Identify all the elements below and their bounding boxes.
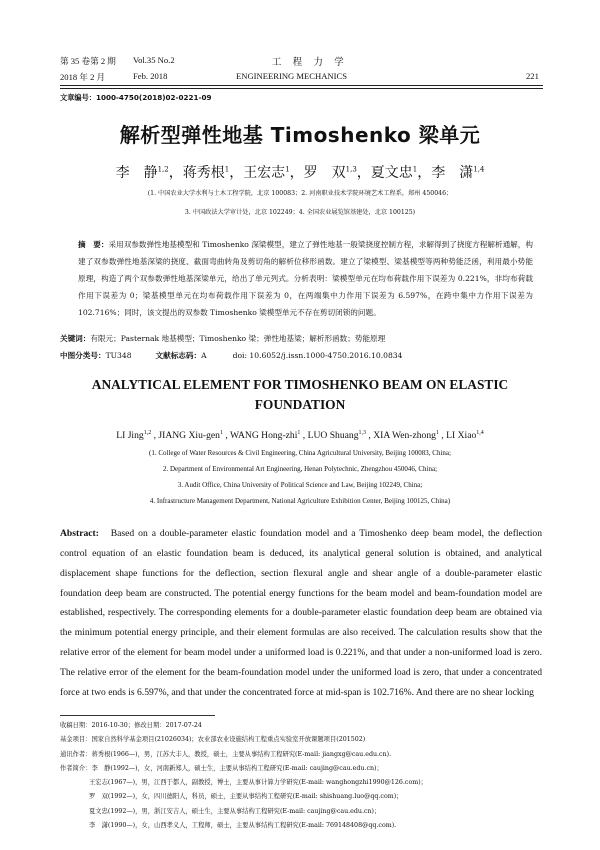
footnote-line (60, 776, 545, 790)
cn-author-separator: ， (289, 165, 304, 181)
cn-author-sup: 1 (412, 165, 418, 174)
footnote-text: 李 静(1992—)，女，河南新郑人，硕士生，主要从事结构工程研究(E-mail: caujing@cau.edu.cn)； (91, 764, 383, 772)
header-journal-cn: 工 程 力 学 (272, 58, 345, 68)
cn-author-separator: ， (229, 165, 244, 181)
cn-author-sup: 1 (285, 165, 290, 174)
en-author-name: LUO Shuang (307, 430, 359, 442)
en-author-name: XIA Wen-zhong (373, 430, 436, 442)
en-author-separator: , (366, 430, 374, 442)
footnote-label: 作者简介： (60, 764, 92, 772)
cn-author-separator: ， (356, 165, 371, 181)
cn-author-sup: 1,2 (157, 165, 169, 174)
footnotes (60, 719, 545, 833)
page-title: 解析型弹性地基 Timoshenko 梁单元 (119, 123, 481, 147)
footnote-label: 基金项目： (60, 736, 92, 744)
en-author-list (0, 430, 600, 441)
page-number: 221 (526, 71, 539, 81)
footnote-line (60, 748, 545, 762)
cn-author-name: 王宏志 (243, 165, 286, 181)
cn-author-sup: 1,4 (473, 165, 485, 174)
cn-author-separator: ， (168, 165, 183, 181)
cn-author-name: 李 静 (115, 165, 158, 181)
en-affiliation-line-4: 4. Infrastructure Management Department, National Agriculture Exhibition Center, Beijing 100125, China) (149, 497, 451, 505)
cn-keywords-text: 有限元；Pasternak 地基模型；Timoshenko 梁；弹性地基梁；解析形函数；势能原理 (90, 334, 386, 343)
footnote-line (60, 719, 545, 733)
cn-author-name: 夏文忠 (370, 165, 413, 181)
footnote-line (60, 819, 545, 833)
footnote-text: 2016-10-30；修改日期：2017-07-24 (91, 722, 202, 729)
en-author-separator: , (438, 430, 447, 442)
footnote-label: 收稿日期： (60, 722, 92, 729)
en-affiliation-line-2: 2. Department of Environmental Art Engineering, Henan Polytechnic, Zhengzhou 450046, China; (162, 465, 438, 473)
footnote-text: 王宏志(1967—)，男，江西于都人，副教授，博士，主要从事计算力学研究(E-mail: wanghongzhi1990@126.com)； (89, 779, 427, 787)
footnote-text: 罗 双(1992—)，女，四川德阳人，科员，硕士，主要从事结构工程研究(E-mail: shishuang.luo@qq.com)； (89, 793, 403, 801)
en-abstract (60, 524, 542, 703)
header-journal-en: ENGINEERING MECHANICS (236, 71, 347, 81)
article-number: 文章编号：1000-4750(2018)02-0221-09 (60, 93, 212, 102)
footnote-text: 蒋秀根(1966—)，男，江苏大丰人，教授，硕士，主要从事结构工程研究(E-mail: jiangxg@cau.edu.cn). (91, 750, 392, 758)
header-date-en: Feb. 2018 (133, 71, 168, 81)
en-author-sup: 1,2 (143, 430, 152, 436)
en-author-sup: 1,4 (476, 430, 484, 436)
en-author-separator: , (222, 430, 230, 442)
header-date-cn: 2018 年 2 月 (60, 72, 106, 82)
header-volume-en: Vol.35 No.2 (133, 55, 175, 65)
doi: doi: 10.6052/j.issn.1000-4750.2016.10.0834 (232, 351, 403, 360)
header-rule-bottom (60, 88, 543, 89)
en-author-name: JIANG Xiu-gen (158, 430, 220, 442)
en-abstract-text: Based on a double-parameter elastic foundation model and a Timoshenko deep beam model, the deflection control equation of an elastic foundation beam is deduced, its analytical general solution is obtained, and analytical displacement shape functions for the deflection, section flexural angle and shear angle of a double-parameter elastic foundation deep beam are constructed. The potential energy functions for the beam model and beam-foundation model are established, respectively. The corresponding elements for a double-parameter elastic foundation deep beam are obtained via the minimum potential energy principle, and their element formulas are also received. The calculation results show that the relative error of the element for beam model under a uniformed load is 0.221%, and that under a non-uniformed load is zero. The relative error of the element for the beam-foundation model under the uniformed load is zero, that under a concentrated force at two ends is 6.597%, and that under the concentrated force at mid-span is 102.716%. And there are no shear locking (60, 528, 542, 698)
en-author-name: LI Jing (116, 430, 144, 442)
classification-line (60, 350, 540, 361)
cn-abstract (78, 236, 533, 321)
en-author-name: WANG Hong-zhi (229, 430, 298, 442)
en-affiliation-line-1: (1. College of Water Resources & Civil Engineering, China Agricultural University, Beijing 100083, China; (149, 449, 451, 457)
en-author-sup: 1 (219, 430, 223, 436)
cn-author-name: 蒋秀根 (182, 165, 225, 181)
en-author-sup: 1,3 (358, 430, 367, 436)
footnote-text: 李 潇(1990—)，女，山西孝义人，工程师，硕士，主要从事结构工程研究(E-mail: 769148408@qq.com). (89, 822, 397, 830)
cn-class-value: TU348 (105, 351, 132, 360)
cn-doc-label: 文献标志码： (155, 351, 202, 360)
footnote-divider (60, 715, 215, 716)
cn-affiliation-line-1: (1. 中国农业大学水利与土木工程学院，北京 100083；2. 河南职业技术学院环境艺术工程系，郑州 450046； (147, 190, 453, 197)
en-author-separator: , (151, 430, 159, 442)
footnote-line (60, 733, 545, 747)
cn-author-name: 李 潇 (431, 165, 474, 181)
cn-affiliation-line-2: 3. 中国政法大学审计处，北京 102249；4. 全国农业展览馆基建处，北京 100125) (184, 209, 416, 216)
footnote-label: 通讯作者： (60, 750, 92, 758)
en-author-sup: 1 (435, 430, 439, 436)
en-title: ANALYTICAL ELEMENT FOR TIMOSHENKO BEAM ON ELASTIC FOUNDATION (91, 377, 509, 412)
cn-author-sup: 1,3 (345, 165, 357, 174)
footnote-text: 夏文忠(1992—)，男，浙江安吉人，硕士生，主要从事结构工程研究(E-mail: caujing@cau.edu.cn)； (89, 807, 381, 815)
footnote-line (60, 805, 545, 819)
cn-author-list (0, 162, 600, 182)
footnote-text: 国家自然科学基金项目(21026034)；农业部农业设施结构工程重点实验室开放课题项目(201502) (91, 736, 366, 744)
cn-abstract-label: 摘 要： (78, 240, 109, 249)
cn-author-sup: 1 (224, 165, 230, 174)
cn-author-separator: ， (417, 165, 432, 181)
cn-keywords (60, 333, 540, 344)
en-affiliation-line-3: 3. Audit Office, China University of Political Science and Law, Beijing 102249, China; (177, 481, 423, 489)
cn-abstract-text: 采用双参数弹性地基模型和 Timoshenko 深梁模型，建立了弹性地基一般梁挠度控制方程，求解得到了挠度方程解析通解，构建了双参数弹性地基深梁的挠度、截面弯曲转角及剪切角的解析位移形函数。建立了梁模型、梁基模型等两种势能泛函，利用最小势能原理，构造了两个双参数弹性地基深梁单元，给出了单元列式。分析表明：梁模型单元在均布荷载作用下误差为 0.221%，非均布荷载作用下误差为 0；梁基模型单元在均布荷载作用下误差为 0，在两端集中力作用下误差为 6.597%，在跨中集中力作用下误差为 102.716%；同时，该文提出的双参数 Timoshenko 梁模型单元不存在剪切闭锁的问题。 (78, 240, 534, 317)
en-author-separator: , (300, 430, 308, 442)
footnote-line (60, 790, 545, 804)
header-volume-cn: 第 35 卷第 2 期 (60, 56, 116, 66)
footnote-line (60, 762, 545, 776)
en-author-sup: 1 (297, 430, 301, 436)
en-abstract-label: Abstract: (60, 528, 99, 539)
header-rule-top (60, 85, 543, 86)
cn-keywords-label: 关键词： (60, 334, 91, 343)
cn-author-name: 罗 双 (303, 165, 346, 181)
en-author-name: LI Xiao (446, 430, 477, 442)
cn-class-label: 中图分类号： (60, 351, 106, 360)
cn-doc-value: A (201, 351, 207, 360)
